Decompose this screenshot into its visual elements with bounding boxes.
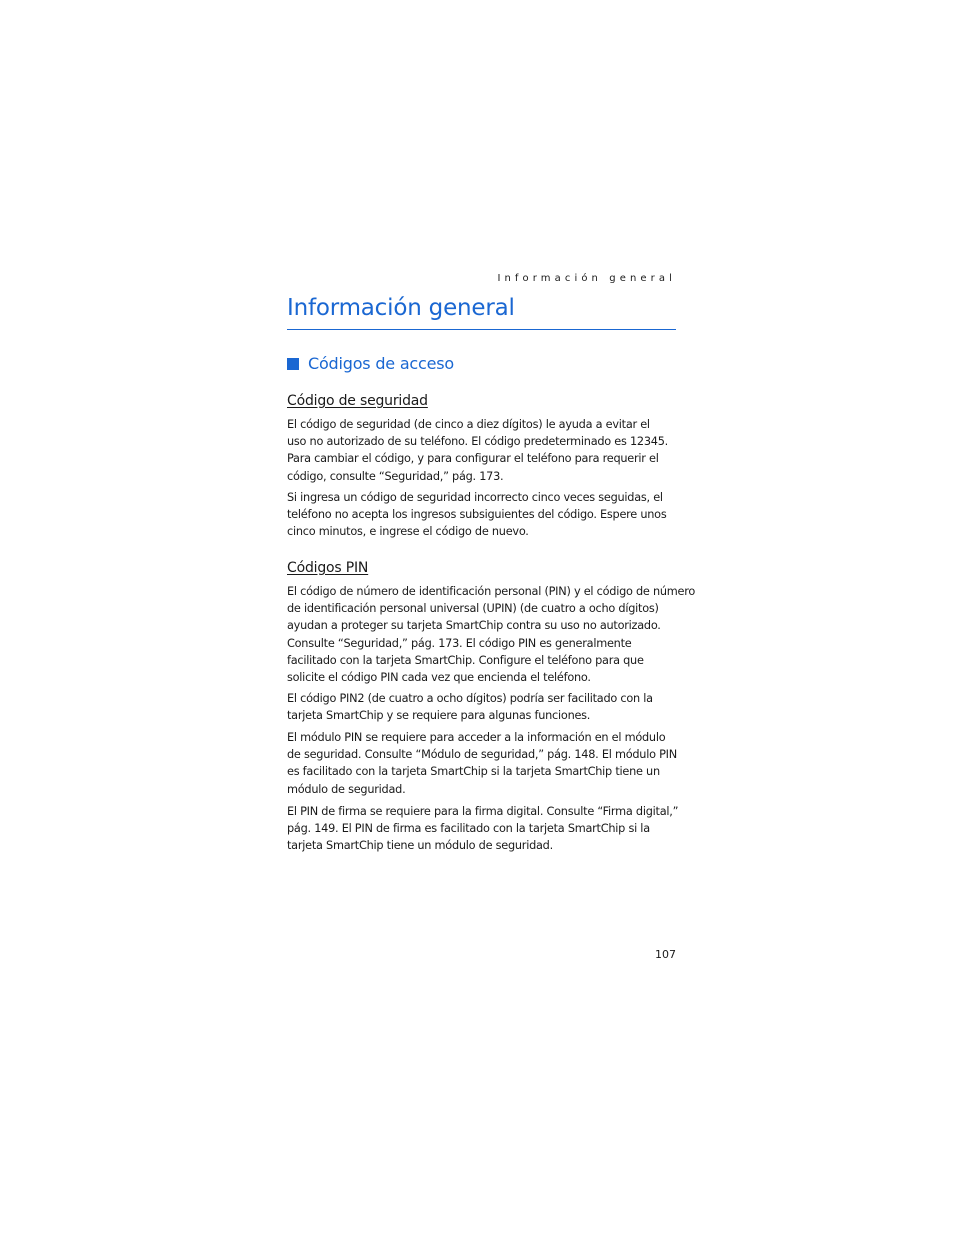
section-heading: [287, 354, 454, 373]
text-line: El PIN de firma se requiere para la firma digital. Consulte “Firma digital,”: [287, 805, 679, 818]
text-line: El código de número de identificación personal (PIN) y el código de número: [287, 585, 696, 598]
text-line: de identificación personal universal (UPIN) (de cuatro a ocho dígitos): [287, 602, 659, 616]
text-line: módulo de seguridad.: [287, 782, 406, 796]
paragraph-security-code-1: [287, 416, 687, 485]
paragraph-pin-codes-3: [287, 729, 687, 798]
paragraph-pin-codes-1: [287, 583, 696, 686]
text-line: El código de seguridad (de cinco a diez dígitos) le ayuda a evitar el: [287, 418, 650, 431]
section-heading-text: Códigos de acceso: [308, 354, 454, 373]
page-title: Información general: [287, 295, 515, 321]
page-number: 107: [655, 948, 676, 961]
text-line: código, consulte “Seguridad,” pág. 173.: [287, 469, 504, 483]
text-line: El módulo PIN se requiere para acceder a la información en el módulo: [287, 731, 666, 744]
text-line: ayudan a proteger su tarjeta SmartChip contra su uso no autorizado.: [287, 619, 661, 633]
text-line: Si ingresa un código de seguridad incorrecto cinco veces seguidas, el: [287, 491, 663, 504]
paragraph-pin-codes-4: [287, 803, 687, 855]
text-line: teléfono no acepta los ingresos subsiguientes del código. Espere unos: [287, 508, 667, 522]
paragraph-pin-codes-2: [287, 690, 687, 724]
subheading-pin-codes: Códigos PIN: [287, 560, 369, 576]
square-bullet-icon: [287, 358, 299, 370]
text-line: solicite el código PIN cada vez que encienda el teléfono.: [287, 671, 591, 685]
text-line: El código PIN2 (de cuatro a ocho dígitos) podría ser facilitado con la: [287, 692, 653, 705]
text-line: tarjeta SmartChip y se requiere para algunas funciones.: [287, 709, 591, 723]
text-line: uso no autorizado de su teléfono. El código predeterminado es 12345.: [287, 435, 668, 449]
text-line: Para cambiar el código, y para configurar el teléfono para requerir el: [287, 452, 659, 466]
running-header: Información general: [497, 273, 676, 284]
text-line: es facilitado con la tarjeta SmartChip si la tarjeta SmartChip tiene un: [287, 765, 660, 779]
text-line: Consulte “Seguridad,” pág. 173. El código PIN es generalmente: [287, 636, 632, 650]
text-line: de seguridad. Consulte “Módulo de seguridad,” pág. 148. El módulo PIN: [287, 748, 677, 762]
paragraph-security-code-2: [287, 489, 687, 541]
subheading-security-code: Código de seguridad: [287, 393, 428, 409]
title-rule: [287, 329, 676, 330]
text-line: facilitado con la tarjeta SmartChip. Configure el teléfono para que: [287, 653, 644, 667]
text-line: cinco minutos, e ingrese el código de nuevo.: [287, 525, 529, 539]
text-line: pág. 149. El PIN de firma es facilitado con la tarjeta SmartChip si la: [287, 822, 650, 836]
text-line: tarjeta SmartChip tiene un módulo de seguridad.: [287, 839, 553, 853]
